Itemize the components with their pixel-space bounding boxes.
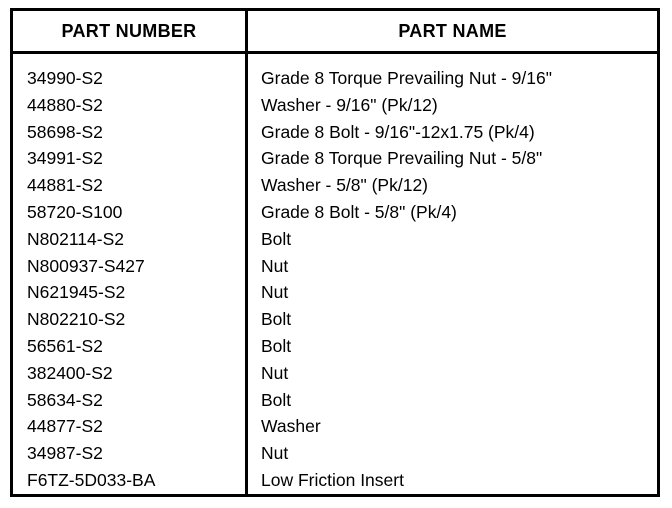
part-name-cell: Grade 8 Bolt - 5/8" (Pk/4) — [261, 201, 457, 222]
part-name-cell: Washer - 9/16" (Pk/12) — [261, 94, 438, 115]
part-name-cell: Nut — [261, 255, 289, 276]
part-name-cell: Nut — [261, 282, 289, 303]
part-name-cell: Washer — [261, 416, 321, 437]
part-number-cell: N802210-S2 — [27, 309, 126, 330]
part-number-cell: N621945-S2 — [27, 282, 126, 303]
part-name-column — [261, 65, 552, 494]
part-number-cell: 44877-S2 — [27, 416, 103, 437]
part-number-cell: 34987-S2 — [27, 443, 103, 464]
part-name-cell: Low Friction Insert — [261, 469, 404, 490]
part-number-cell: 58634-S2 — [27, 389, 103, 410]
part-number-cell: 34990-S2 — [27, 68, 103, 88]
part-number-cell: 44880-S2 — [27, 94, 103, 115]
part-number-cell: F6TZ-5D033-BA — [27, 469, 156, 490]
part-name-cell: Bolt — [261, 389, 292, 410]
part-name-cell: Grade 8 Torque Prevailing Nut - 5/8" — [261, 148, 543, 169]
part-name-cell: Bolt — [261, 228, 292, 249]
column-divider — [245, 11, 248, 494]
part-name-cell: Nut — [261, 362, 289, 383]
part-number-cell: N800937-S427 — [27, 255, 145, 276]
part-number-cell: 58720-S100 — [27, 201, 123, 222]
part-name-cell: Bolt — [261, 309, 292, 330]
part-name-cell: Grade 8 Bolt - 9/16"-12x1.75 (Pk/4) — [261, 121, 535, 142]
part-name-cell: Washer - 5/8" (Pk/12) — [261, 175, 429, 196]
part-number-column — [27, 65, 155, 494]
header-part-number: PART NUMBER — [61, 21, 197, 41]
part-number-cell: 56561-S2 — [27, 335, 103, 356]
part-number-cell: 34991-S2 — [27, 148, 103, 169]
part-number-cell: 44881-S2 — [27, 175, 103, 196]
header-part-name: PART NAME — [398, 21, 507, 41]
part-number-cell: 382400-S2 — [27, 362, 113, 383]
part-name-cell: Nut — [261, 443, 289, 464]
part-number-cell: 58698-S2 — [27, 121, 103, 142]
part-name-cell: Bolt — [261, 335, 292, 356]
parts-table — [10, 8, 660, 497]
part-name-cell: Grade 8 Torque Prevailing Nut - 9/16" — [261, 68, 552, 88]
part-number-cell: N802114-S2 — [27, 228, 124, 249]
table-header — [13, 11, 657, 54]
